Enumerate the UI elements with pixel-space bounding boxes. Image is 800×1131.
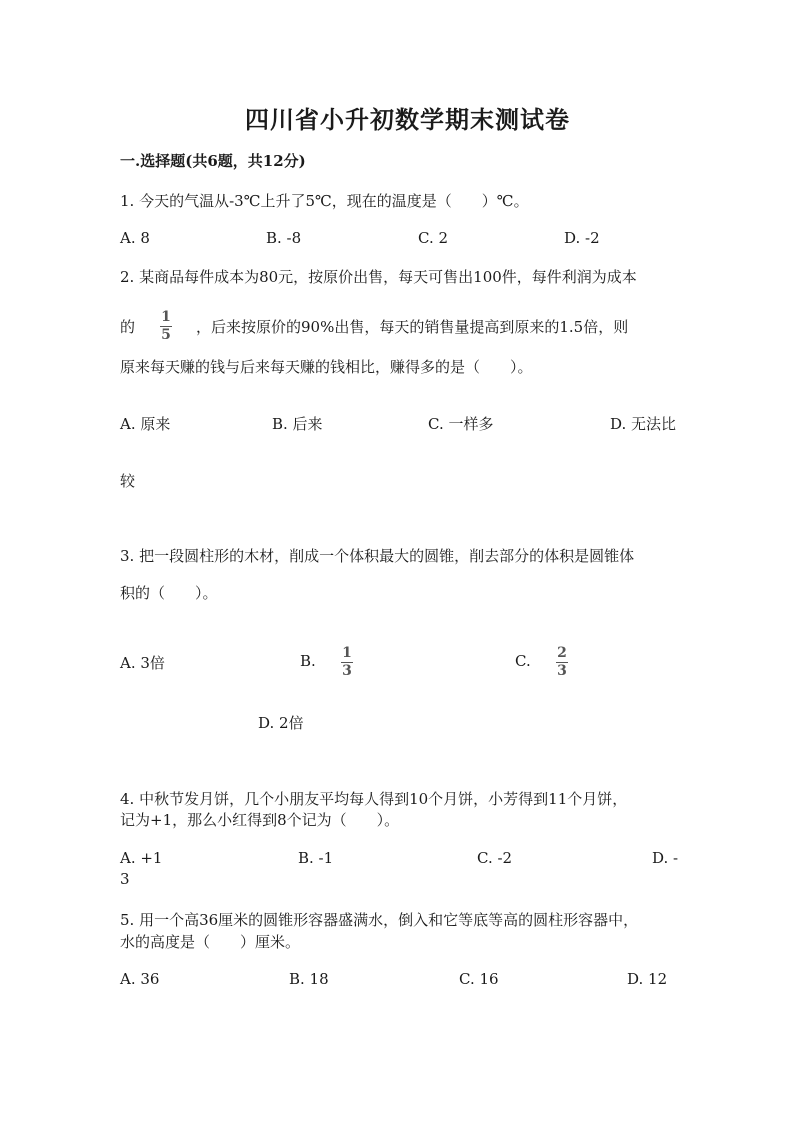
question-5-line-1: 5. 用一个高36厘米的圆锥形容器盛满水，倒入和它等底等高的圆柱形容器中， bbox=[120, 911, 639, 929]
q2-fraction-numerator: 1 bbox=[161, 309, 171, 325]
q3-option-c[interactable]: C. bbox=[515, 652, 531, 670]
q2-option-a[interactable]: A. 原来 bbox=[120, 415, 171, 433]
q1-option-b[interactable]: B. -8 bbox=[266, 229, 302, 247]
q5-option-d[interactable]: D. 12 bbox=[627, 970, 668, 988]
q2-option-d-wrap: 较 bbox=[120, 472, 136, 490]
question-4-line-1: 4. 中秋节发月饼，几个小朋友平均每人得到10个月饼，小芳得到11个月饼， bbox=[120, 790, 628, 808]
question-2-line-1: 2. 某商品每件成本为80元，按原价出售，每天可售出100件，每件利润为成本 bbox=[120, 268, 637, 286]
question-4-line-2: 记为+1，那么小红得到8个记为（ ）。 bbox=[120, 811, 400, 829]
q4-option-b[interactable]: B. -1 bbox=[298, 849, 334, 867]
q2-option-c[interactable]: C. 一样多 bbox=[428, 415, 494, 433]
q2-option-b[interactable]: B. 后来 bbox=[272, 415, 323, 433]
q3-option-b-fraction bbox=[341, 646, 353, 679]
q2-option-d[interactable]: D. 无法比 bbox=[610, 415, 677, 433]
q3c-numerator: 2 bbox=[557, 645, 567, 661]
page-title: 四川省小升初数学期末测试卷 bbox=[245, 105, 570, 134]
q1-option-a[interactable]: A. 8 bbox=[120, 229, 150, 247]
q4-option-c[interactable]: C. -2 bbox=[477, 849, 513, 867]
q4-option-d-wrap: 3 bbox=[120, 870, 130, 888]
question-1-text: 1. 今天的气温从-3℃上升了5℃，现在的温度是（ ）℃。 bbox=[120, 192, 529, 210]
section-heading: 一.选择题(共6题，共12分) bbox=[120, 152, 306, 170]
question-2-line-2a: 的 bbox=[120, 318, 136, 336]
q3-option-b[interactable]: B. bbox=[300, 652, 316, 670]
q3b-denominator: 3 bbox=[342, 663, 352, 679]
q4-option-d[interactable]: D. - bbox=[652, 849, 679, 867]
q4-option-a[interactable]: A. +1 bbox=[120, 849, 163, 867]
q2-fraction bbox=[160, 310, 172, 343]
q1-option-c[interactable]: C. 2 bbox=[418, 229, 449, 247]
q3c-denominator: 3 bbox=[557, 663, 567, 679]
question-5-line-2: 水的高度是（ ）厘米。 bbox=[120, 933, 301, 951]
q3-option-d[interactable]: D. 2倍 bbox=[258, 714, 304, 732]
q5-option-b[interactable]: B. 18 bbox=[289, 970, 329, 988]
question-2-line-3: 原来每天赚的钱与后来每天赚的钱相比，赚得多的是（ ）。 bbox=[120, 358, 533, 376]
q5-option-a[interactable]: A. 36 bbox=[120, 970, 160, 988]
q3b-numerator: 1 bbox=[342, 645, 352, 661]
question-3-line-1: 3. 把一段圆柱形的木材，削成一个体积最大的圆锥，削去部分的体积是圆锥体 bbox=[120, 547, 635, 565]
question-2-line-2b: ，后来按原价的90%出售，每天的销售量提高到原来的1.5倍，则 bbox=[196, 318, 629, 336]
q5-option-c[interactable]: C. 16 bbox=[459, 970, 499, 988]
q1-option-d[interactable]: D. -2 bbox=[564, 229, 600, 247]
q3-option-a[interactable]: A. 3倍 bbox=[120, 654, 165, 672]
q2-fraction-denominator: 5 bbox=[161, 327, 171, 343]
question-3-line-2: 积的（ ）。 bbox=[120, 584, 218, 602]
q3-option-c-fraction bbox=[556, 646, 568, 679]
